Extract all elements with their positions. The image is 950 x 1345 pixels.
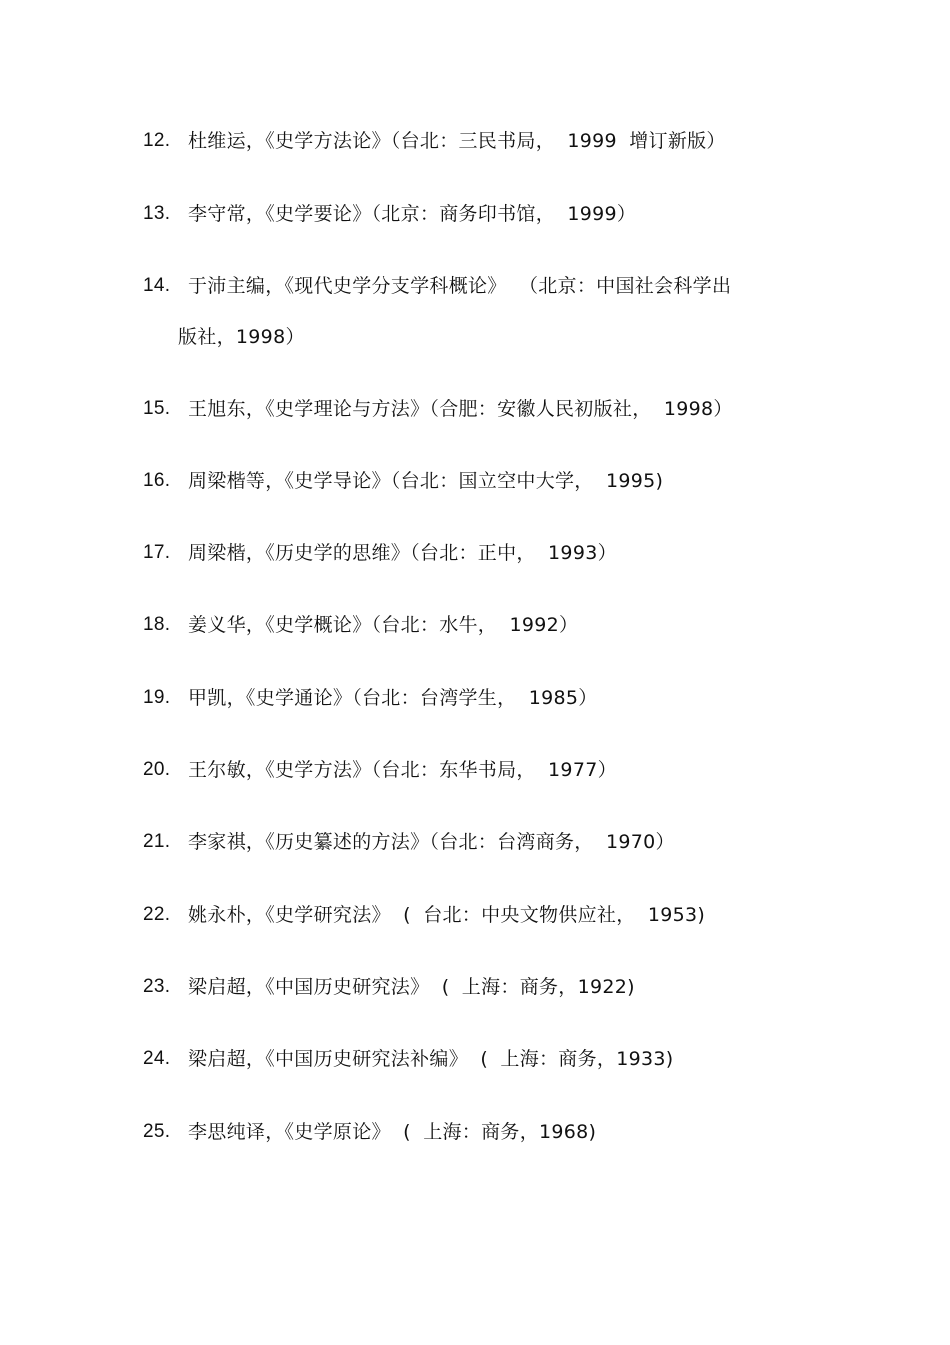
reference-number: 24.	[143, 1048, 171, 1069]
reference-number: 17.	[143, 542, 171, 563]
reference-number: 22.	[143, 904, 171, 925]
reference-number: 25.	[143, 1121, 171, 1142]
reference-number: 19.	[143, 687, 171, 708]
reference-number: 23.	[143, 976, 171, 997]
reference-text-continuation: 版社，1998）	[178, 326, 305, 348]
reference-text: 王尔敏，《史学方法》（台北：东华书局， 1977）	[188, 759, 617, 781]
reference-text: 周梁楷，《历史学的思维》（台北：正中， 1993）	[188, 542, 617, 564]
reference-text: 李家祺，《历史纂述的方法》（台北：台湾商务， 1970）	[188, 831, 675, 853]
reference-text: 姚永朴，《史学研究法》 ( 台北：中央文物供应社， 1953)	[188, 904, 706, 926]
reference-text: 周梁楷等，《史学导论》（台北：国立空中大学， 1995)	[188, 470, 664, 492]
reference-number: 16.	[143, 470, 171, 491]
reference-number: 13.	[143, 203, 171, 224]
reference-number: 20.	[143, 759, 171, 780]
reference-text: 李思纯译，《史学原论》 ( 上海：商务，1968)	[188, 1121, 597, 1143]
reference-text: 于沛主编，《现代史学分支学科概论》 （北京：中国社会科学出	[188, 275, 732, 297]
reference-text: 梁启超，《中国历史研究法补编》 ( 上海：商务，1933)	[188, 1048, 674, 1070]
reference-number: 14.	[143, 275, 171, 296]
reference-text: 甲凯，《史学通论》（台北：台湾学生， 1985）	[188, 687, 598, 709]
reference-text: 李守常，《史学要论》（北京：商务印书馆， 1999）	[188, 203, 637, 225]
reference-text: 王旭东，《史学理论与方法》（合肥：安徽人民初版社， 1998）	[188, 398, 733, 420]
reference-text: 杜维运，《史学方法论》（台北：三民书局， 1999 增订新版）	[188, 130, 726, 152]
reference-text: 姜义华，《史学概论》（台北：水牛， 1992）	[188, 614, 579, 636]
reference-number: 15.	[143, 398, 171, 419]
reference-text: 梁启超，《中国历史研究法》 ( 上海：商务，1922)	[188, 976, 635, 998]
reference-number: 12.	[143, 130, 171, 151]
reference-number: 18.	[143, 614, 171, 635]
reference-number: 21.	[143, 831, 171, 852]
